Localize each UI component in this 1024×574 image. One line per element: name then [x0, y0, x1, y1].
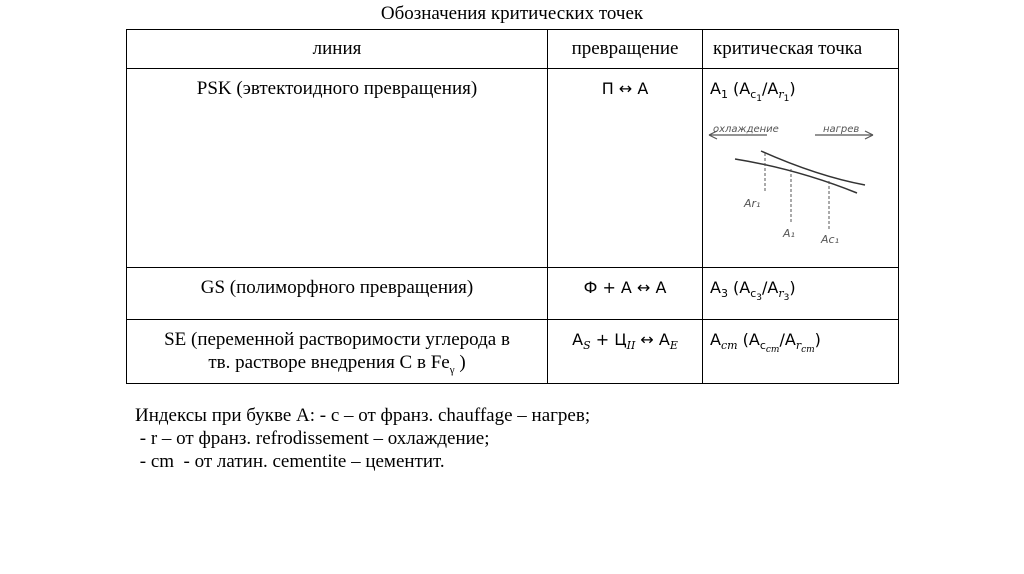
row1-line: PSK (эвтектоидного превращения) [196, 78, 478, 99]
row2-transformation: Ф + А ↔ А [583, 278, 667, 297]
index-notes [135, 404, 590, 473]
note-line: Индексы при букве А: - с – от франз. chauffage – нагрев; [135, 405, 591, 426]
note-line: - cm - от латин. cementite – цементит. [135, 451, 445, 472]
row1-critical-point: $A_1$ $(A_{c_1}/A_{r_1})$ [710, 79, 796, 105]
row3-transformation: $A_S + Ц_{II}$ ↔ $A_E$ [572, 330, 678, 353]
sketch-heating-label: нагрев [823, 124, 860, 136]
table-row [127, 320, 899, 384]
row3-line: SE (переменной растворимости углерода в тв. растворе внедрения С в $Fe_\gamma$ ) [164, 329, 510, 376]
sketch-ar1-label: Ar₁ [744, 197, 761, 211]
row2-critical-point: $A_3$ $(A_{c_3}/A_{r_3})$ [710, 278, 796, 304]
sketch-ac1-label: Ac₁ [821, 233, 839, 247]
row3-critical-point: $A_{cm}$ $(A_{c_{cm}}/A_{r_{cm}})$ [710, 330, 821, 356]
sketch-cooling-label: охлаждение [713, 124, 779, 136]
header-line: линия [127, 30, 548, 69]
table-row [127, 69, 899, 268]
row1-transformation: П ↔ А [601, 79, 649, 98]
critical-points-table [126, 29, 899, 384]
page-title: Обозначения критических точек [380, 3, 644, 24]
row2-line: GS (полиморфного превращения) [200, 277, 474, 298]
header-critical-point: критическая точка [703, 30, 899, 69]
critical-point-sketch [707, 121, 877, 251]
header-transformation: превращение [548, 30, 703, 69]
table-row [127, 268, 899, 320]
sketch-curve-cooling [735, 159, 857, 193]
sketch-a1-label: A₁ [783, 227, 795, 241]
note-line: - r – от франз. refrodissement – охлаждение; [135, 428, 490, 449]
table-header-row [127, 30, 899, 69]
